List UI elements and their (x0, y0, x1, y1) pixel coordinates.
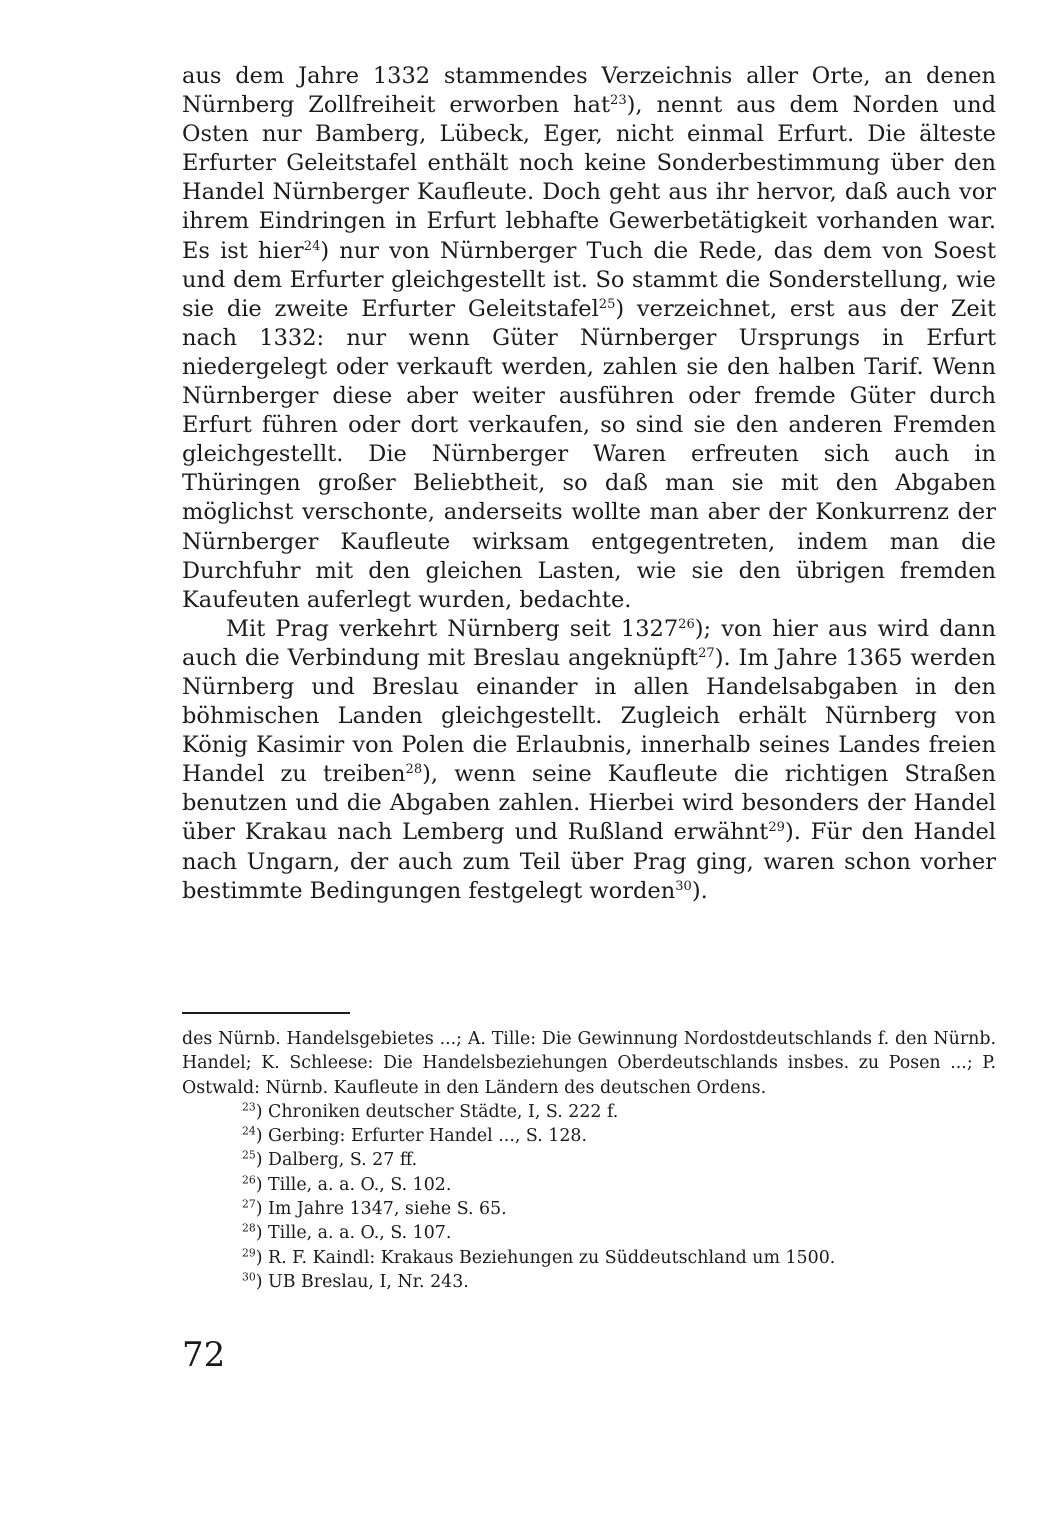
footnote-number: 27 (242, 1197, 256, 1211)
footnote-number: 26 (242, 1173, 256, 1187)
footnote-ref-30: 30 (675, 878, 692, 894)
paragraph-2 (182, 615, 996, 906)
footnote-list (182, 1100, 996, 1294)
footnote-number: 30 (242, 1270, 256, 1284)
p1-text-2: ), nennt aus dem Norden und Osten nur Bamberg, Lübeck, Eger, nicht einmal Erfurt. Die älteste Erfurter Geleitstafel enthält noch keine Sonderbestimmung über den Handel Nürnberger Kaufleute. Doch geht aus ihr hervor, daß auch vor ihrem Eindringen in Erfurt lebhafte Gewerbetätigkeit vorhanden war. Es ist hier (182, 92, 996, 264)
main-text (182, 62, 996, 906)
p2-text-1: Mit Prag verkehrt Nürnberg seit 1327 (226, 615, 679, 642)
p2-text-6: ). (691, 877, 708, 904)
footnote-number: 28 (242, 1221, 256, 1235)
footnote-ref-25: 25 (598, 296, 616, 312)
footnote-ref-26: 26 (678, 616, 695, 632)
footnote-item: $^{29}$) R. F. Kaindl: Krakaus Beziehungen zu Süddeutschland um 1500. (242, 1245, 836, 1268)
p2-text-2: ); von hier aus wird dann auch die Verbindung mit Breslau angeknüpft (182, 615, 996, 671)
footnote-text: Im Jahre 1347, siehe S. 65. (268, 1199, 507, 1220)
footnote-item: $^{28}$) Tille, a. a. O., S. 107. (242, 1221, 452, 1244)
footnote-text: Dalberg, S. 27 ff. (268, 1150, 418, 1171)
footnote-text: Tille, a. a. O., S. 102. (268, 1174, 452, 1195)
p2-text-3: ). Im Jahre 1365 werden Nürnberg und Breslau einander in allen Handelsabgaben in den böhmischen Landen gleichgestellt. Zugleich erhält Nürnberg von König Kasimir von Polen die Erlaubnis, innerhalb seines Landes freien Handel zu treiben (182, 644, 996, 788)
p1-text-3: ) nur von Nürnberger Tuch die Rede, das dem von Soest und dem Erfurter gleichgestellt ist. So stammt die Sonderstellung, wie sie die zweite Erfurter Geleitstafel (182, 237, 996, 322)
footnote-item: $^{30}$) UB Breslau, I, Nr. 243. (242, 1270, 469, 1292)
footnote-number: 23 (242, 1100, 256, 1114)
p2-text-5: ). Für den Handel nach Ungarn, der auch zum Teil über Prag ging, waren schon vorher bestimmte Bedingungen festgelegt worden (182, 819, 996, 904)
p1-text-1: aus dem Jahre 1332 stammendes Verzeichnis aller Orte, an denen Nürnberg Zollfreiheit erworben hat (182, 63, 996, 119)
footnote-separator (182, 1012, 350, 1014)
footnote-ref-24: 24 (303, 238, 321, 254)
footnote-number: 29 (242, 1245, 256, 1259)
footnote-ref-23: 23 (610, 93, 627, 109)
footnote-number: 25 (242, 1148, 256, 1162)
footnote-text: Tille, a. a. O., S. 107. (268, 1223, 452, 1244)
footnotes (182, 1027, 996, 1294)
footnote-item: $^{23}$) Chroniken deutscher Städte, I, S. 222 f. (242, 1100, 619, 1122)
footnote-item: $^{24}$) Gerbing: Erfurter Handel ..., S. 128. (242, 1124, 587, 1147)
footnote-continuation: des Nürnb. Handelsgebietes ...; A. Tille: Die Gewinnung Nordostdeutschlands f. den Nürnb. Handel; K. Schleese: Die Handelsbeziehungen Oberdeutschlands insbes. zu Posen ...; P. Ostwald: Nürnb. Kaufleute in den Ländern des deutschen Ordens. (182, 1029, 996, 1098)
p2-text-4: ), wenn seine Kaufleute die richtigen Straßen benutzen und die Abgaben zahlen. Hierbei wird besonders der Handel über Krakau nach Lemberg und Rußland erwähnt (182, 761, 996, 846)
footnote-text: UB Breslau, I, Nr. 243. (268, 1271, 469, 1292)
footnote-ref-28: 28 (405, 762, 423, 778)
footnote-text: R. F. Kaindl: Krakaus Beziehungen zu Süddeutschland um 1500. (268, 1247, 836, 1268)
footnote-item: $^{25}$) Dalberg, S. 27 ff. (242, 1148, 418, 1171)
footnote-ref-29: 29 (768, 820, 785, 836)
p1-text-4: ) verzeichnet, erst aus der Zeit nach 1332: nur wenn Güter Nürnberger Ursprungs in Erfurt niedergelegt oder verkauft werden, zahlen sie den halben Tarif. Wenn Nürnberger diese aber weiter ausführen oder fremde Güter durch Erfurt führen oder dort verkaufen, so sind sie den anderen Fremden gleichgestellt. Die Nürnberger Waren erfreuten sich auch in Thüringen großer Beliebtheit, so daß man sie mit den Abgaben möglichst verschonte, anderseits wollte man aber der Konkurrenz der Nürnberger Kaufleute wirksam entgegentreten, indem man die Durchfuhr mit den gleichen Lasten, wie sie den übrigen fremden Kaufeuten auferlegt wurden, bedachte. (182, 295, 996, 613)
footnote-text: Chroniken deutscher Städte, I, S. 222 f. (268, 1101, 619, 1122)
footnote-item: $^{26}$) Tille, a. a. O., S. 102. (242, 1173, 452, 1195)
footnote-text: Gerbing: Erfurter Handel ..., S. 128. (268, 1126, 587, 1147)
page-number: 72 (182, 1335, 226, 1375)
footnote-ref-27: 27 (698, 645, 715, 661)
paragraph-1 (182, 62, 996, 615)
footnote-item: $^{27}$) Im Jahre 1347, siehe S. 65. (242, 1197, 507, 1220)
footnote-number: 24 (242, 1124, 256, 1138)
